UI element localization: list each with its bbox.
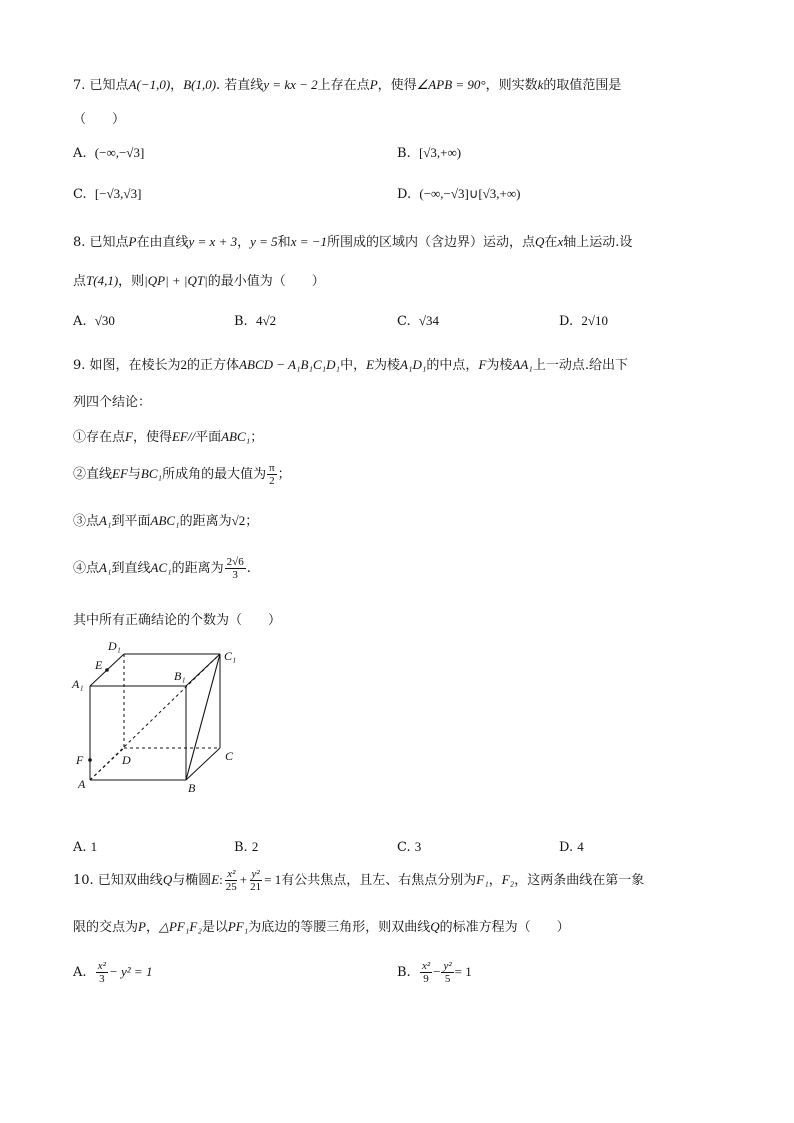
option-fraction (96, 960, 108, 985)
label-d1: D₁ (108, 639, 121, 653)
point-e (105, 668, 109, 672)
q9-text: ③点 (73, 514, 100, 529)
q9-option-b (234, 839, 258, 855)
option-label: B. (234, 840, 248, 855)
fraction-den: 5 (444, 973, 451, 985)
q8-option-d (559, 313, 608, 329)
q9-bc1: BC₁ (140, 466, 163, 481)
q7-var-k: k (537, 77, 544, 92)
q9-cube: ABCD − A₁B₁C₁D₁ (239, 357, 341, 372)
option-value: (−∞,−√3]∪[√3,+∞) (419, 186, 521, 201)
q7-stem-line-1 (73, 74, 621, 93)
q10-var-q: Q (162, 872, 173, 887)
q9-option-a (73, 839, 97, 855)
fraction-num: x² (97, 960, 106, 972)
q9-edge: 2 (180, 357, 188, 372)
q7-option-a (73, 145, 144, 161)
q7-text: 7. 已知点 (73, 78, 129, 93)
label-b1: B₁ (174, 669, 186, 683)
q7-paren: （ ） (73, 112, 126, 127)
q10-var-q: Q (430, 919, 440, 934)
q7-text: 的取值范围是 (543, 78, 622, 93)
q10-stem-line-1 (73, 868, 644, 893)
label-b: B (188, 781, 196, 795)
q9-text: 与 (127, 467, 141, 482)
q9-text: ④点 (73, 561, 100, 576)
q10-pf1: PF₁ (227, 919, 249, 934)
q9-text: ； (277, 467, 291, 482)
option-value: 3 (414, 839, 422, 854)
q8-option-c (397, 313, 439, 329)
q9-point-f: F (478, 357, 487, 372)
label-e: E (95, 658, 103, 672)
q8-line-1: y = x + 3 (188, 234, 238, 249)
option-label: D. (559, 314, 574, 329)
label-f: F (76, 753, 84, 767)
option-rest: − y² = 1 (108, 964, 153, 979)
fraction-den: 2 (269, 475, 275, 487)
option-value: 2√10 (581, 313, 608, 328)
q9-text: . (246, 561, 251, 576)
q9-point-e: E (366, 357, 375, 372)
q9-cube-figure (70, 638, 250, 798)
q10-colon: : (219, 872, 223, 887)
fraction-num: y² (251, 868, 260, 880)
label-c: C (225, 749, 234, 763)
q8-text: 和 (277, 235, 291, 250)
q7-text: ，使得 (377, 78, 417, 93)
q8-text: 8. 已知点 (73, 235, 129, 250)
label-a1: A₁ (72, 677, 84, 691)
fraction-den: 9 (423, 973, 429, 985)
q9-value: √2 (231, 513, 246, 528)
q9-text: 为棱 (374, 358, 401, 373)
option-value: [−√3,√3] (94, 186, 142, 201)
q9-text: 到直线 (111, 561, 151, 576)
q8-option-b (234, 313, 276, 329)
option-label: B. (397, 146, 411, 161)
q8-text: ，则 (118, 274, 145, 289)
q8-stem-line-1 (73, 231, 632, 250)
q9-text: 平面 (195, 430, 222, 445)
q8-option-a (73, 313, 115, 329)
q9-plane: ABC₁ (221, 429, 251, 444)
q10-text: 为底边的等腰三角形，则双曲线 (248, 920, 431, 935)
q10-sep: ， (488, 873, 502, 888)
q9-text: ，使得 (132, 430, 172, 445)
option-label: D. (397, 187, 412, 202)
q9-conclusion-1 (73, 426, 263, 445)
q9-fraction-2sqrt6-3 (225, 556, 246, 581)
q10-text: 10. 已知双曲线 (73, 873, 163, 888)
option-fraction (420, 960, 432, 985)
q9-text: 9. 如图，在棱长为 (73, 358, 181, 373)
q8-line-3: x = −1 (290, 234, 328, 249)
q8-text: 点 (73, 274, 87, 289)
q8-axis-x: x (557, 234, 564, 249)
q10-text: 限的交点为 (73, 920, 139, 935)
label-a: A (78, 777, 86, 791)
option-label: C. (397, 840, 411, 855)
q8-stem-line-2 (73, 270, 325, 289)
q9-point-a1: A₁ (99, 560, 112, 575)
q9-edge-aa1: AA₁ (512, 357, 533, 372)
fraction-num: 2√6 (226, 556, 244, 568)
option-label: B. (234, 314, 248, 329)
q7-option-c (73, 186, 141, 202)
q7-text: . 若直线 (216, 78, 264, 93)
q10-text: 有公共焦点，且左、右焦点分别为 (281, 873, 477, 888)
q9-text: 的中点， (426, 358, 479, 373)
option-label: A. (73, 314, 87, 329)
fraction-num: x² (421, 960, 431, 972)
edge-b-c (186, 748, 220, 780)
q10-triangle: △PF₁F₂ (158, 919, 202, 934)
option-label: A. (73, 146, 87, 161)
q8-line-2: y = 5 (250, 234, 278, 249)
q7-point-b: B(1,0) (183, 77, 217, 92)
q9-option-c (397, 839, 421, 855)
q9-text: ②直线 (73, 467, 113, 482)
q9-conclusion-3 (73, 510, 258, 529)
q9-text: 中， (340, 358, 367, 373)
q9-point-a1: A₁ (99, 513, 112, 528)
q8-text: 轴上运动.设 (563, 235, 633, 250)
q9-ask: 其中所有正确结论的个数为（ ） (73, 613, 282, 628)
q10-option-a (73, 960, 152, 985)
q8-text: 的最小值为（ ） (207, 274, 325, 289)
q10-point-p: P (138, 919, 146, 934)
fraction-den: 21 (250, 881, 262, 893)
fraction-num: x² (227, 868, 236, 880)
q9-point-f: F (125, 429, 133, 444)
q7-point-a: A(−1,0) (128, 77, 171, 92)
q9-fraction-pi-2 (267, 462, 277, 487)
option-value: √34 (418, 313, 440, 328)
q8-point-t: T(4,1) (86, 273, 119, 288)
q9-option-d (559, 839, 584, 855)
q10-option-b (397, 960, 472, 985)
option-value: 4√2 (255, 313, 277, 328)
label-d: D (122, 753, 131, 767)
q8-text: 在 (544, 235, 558, 250)
q10-text: 与椭圆 (172, 873, 212, 888)
q9-text: 的正方体 (187, 358, 240, 373)
option-label: C. (73, 187, 87, 202)
q9-ef: EF// (171, 429, 196, 444)
q9-ef: EF (112, 466, 128, 481)
q9-stem-line-2: 列四个结论： (73, 395, 152, 410)
q10-text: ，这两条曲线在第一象 (514, 873, 645, 888)
option-value: 2 (251, 839, 259, 854)
option-label: A. (73, 840, 87, 855)
q9-plane: ABC₁ (150, 513, 180, 528)
diagonal-b-c1 (186, 654, 220, 780)
option-value: [√3,+∞) (418, 145, 462, 160)
q7-line-equation: y = kx − 2 (263, 77, 318, 92)
q8-point-q: Q (535, 234, 545, 249)
q9-edge-a1d1: A₁D₁ (400, 357, 427, 372)
q7-option-b (397, 145, 461, 161)
option-rest: = 1 (454, 964, 472, 979)
option-value: (−∞,−√3] (94, 145, 145, 160)
fraction-num: π (269, 462, 275, 474)
q7-text: 上存在点 (317, 78, 370, 93)
option-label: C. (397, 314, 411, 329)
q9-text: 的距离为 (171, 561, 224, 576)
q7-angle: ∠APB = 90° (416, 77, 486, 92)
q7-text: ，则实数 (485, 78, 538, 93)
option-label: D. (559, 840, 574, 855)
option-value: 4 (577, 839, 584, 854)
fraction-num: y² (443, 960, 452, 972)
option-value: 1 (90, 839, 98, 854)
q7-option-d (397, 186, 521, 202)
option-value: √30 (94, 313, 115, 328)
q9-text: 到平面 (111, 514, 151, 529)
q10-stem-line-2 (73, 916, 570, 935)
q9-stem-line-1 (73, 354, 628, 373)
option-minus: − (433, 964, 441, 979)
q9-text: ①存在点 (73, 430, 126, 445)
fraction-den: 3 (232, 569, 238, 581)
fraction-den: 25 (225, 881, 237, 893)
q7-point-p: P (369, 77, 378, 92)
option-label: A. (73, 965, 87, 980)
q8-sep: ， (237, 235, 251, 250)
option-label: B. (397, 965, 411, 980)
q10-var-e: E (211, 872, 220, 887)
q8-text: 所围成的区域内（含边界）运动，点 (327, 235, 536, 250)
q9-conclusion-4 (73, 556, 251, 581)
q9-conclusion-2 (73, 462, 291, 487)
q9-text: 所成角的最大值为 (162, 467, 267, 482)
q10-f1: F₁ (476, 872, 489, 887)
q8-point-p: P (128, 234, 137, 249)
label-c1: C₁ (224, 649, 237, 663)
q10-text: 的标准方程为（ ） (439, 920, 570, 935)
q9-text: 的距离为 (179, 514, 232, 529)
q9-text: 为棱 (486, 358, 513, 373)
q9-text: ； (245, 514, 259, 529)
q9-text: ； (250, 430, 264, 445)
q10-text: 是以 (201, 920, 228, 935)
q10-eq: = 1 (264, 872, 282, 887)
q9-line-ac1: AC₁ (150, 560, 172, 575)
q8-text: 在由直线 (136, 235, 189, 250)
q7-sep: ， (170, 78, 184, 93)
q10-plus: + (239, 872, 248, 887)
option-fraction (441, 960, 453, 985)
q10-fraction-y2-21 (248, 868, 263, 893)
point-f (88, 758, 92, 762)
q8-expression: |QP| + |QT| (144, 273, 208, 288)
q9-text: 上一动点.给出下 (532, 358, 628, 373)
q10-f2: F₂ (501, 872, 515, 887)
fraction-den: 3 (99, 973, 105, 985)
q10-text: ， (145, 920, 159, 935)
q10-fraction-x2-25 (224, 868, 239, 893)
